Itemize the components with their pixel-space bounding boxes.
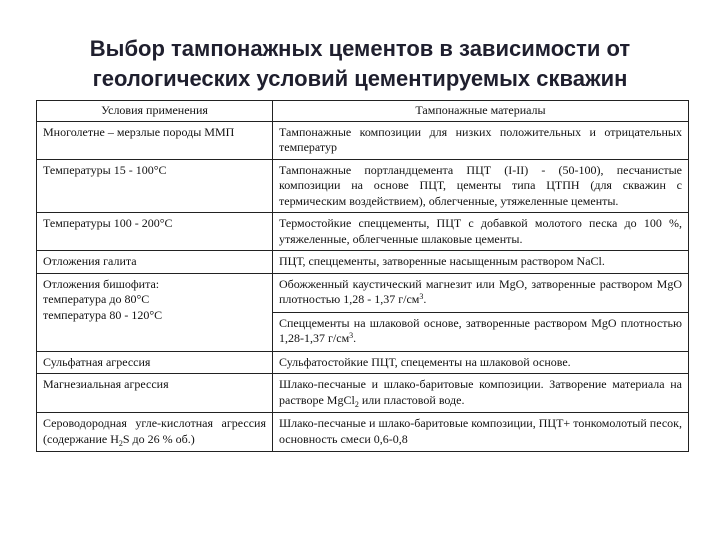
title-line-2: геологических условий цементируемых скважин [92, 66, 628, 91]
page-title [0, 34, 720, 94]
header-conditions: Условия применения [37, 101, 273, 122]
title-line-1: Выбор тампонажных цементов в зависимости от [89, 36, 631, 61]
header-materials: Тампонажные материалы [273, 101, 689, 122]
condition-cell [37, 413, 273, 452]
table-row [37, 121, 689, 159]
material-text-end: . [423, 292, 427, 306]
condition-text: Сероводородная угле-кислотная агрессия (содержание H [43, 416, 266, 446]
material-cell: Термостойкие спеццементы, ПЦТ с добавкой молотого песка до 100 %, утяжеленные, облегченные шлаковые цементы. [273, 213, 689, 251]
material-text: Обожженный каустический магнезит или MgO, затворенные раствором MgO плотностью 1,28 - 1,37 г/см [279, 276, 682, 306]
table-header-row [37, 101, 689, 122]
material-text: Спеццементы на шлаковой основе, затворенные раствором MgO плотностью 1,28-1,37 г/см [279, 315, 682, 345]
subscript: 2 [354, 399, 359, 409]
material-subcell [273, 312, 688, 351]
table-row [37, 251, 689, 274]
table-row [37, 213, 689, 251]
material-text-end: или пластовой воде. [358, 392, 465, 407]
condition-cell: Магнезиальная агрессия [37, 374, 273, 413]
superscript: 3 [349, 331, 354, 340]
table-row [37, 374, 689, 413]
condition-line: температура 80 - 120°С [43, 307, 163, 322]
table-row [37, 159, 689, 213]
material-cell: ПЦТ, спеццементы, затворенные насыщенным раствором NaCl. [273, 251, 689, 274]
table-row [37, 351, 689, 374]
material-cell: Тампонажные портландцемента ПЦТ (I-II) - (50-100), песчанистые композиции на основе ПЦТ, цементы типа ЦТПН (для скважин с термическим воздействием), облегченные, утяжеленные цементы. [273, 159, 689, 213]
material-subcell [273, 274, 688, 312]
condition-cell: Сульфатная агрессия [37, 351, 273, 374]
condition-cell [37, 273, 273, 351]
table-row [37, 273, 689, 351]
cement-selection-table [36, 100, 689, 452]
condition-cell: Температуры 100 - 200°С [37, 213, 273, 251]
material-cell: Шлако-песчаные и шлако-баритовые композиции, ПЦТ+ тонкомолотый песок, основность смеси 0,6-0,8 [273, 413, 689, 452]
material-cell: Сульфатостойкие ПЦТ, спецементы на шлаковой основе. [273, 351, 689, 374]
material-text: Шлако-песчаные и шлако-баритовые композиции. Затворение материала на растворе MgCl [279, 377, 682, 407]
table-row [37, 413, 689, 452]
condition-cell: Температуры 15 - 100°С [37, 159, 273, 213]
condition-cell: Многолетне – мерзлые породы ММП [37, 121, 273, 159]
superscript: 3 [419, 292, 424, 301]
material-cell [273, 374, 689, 413]
material-cell [273, 273, 689, 351]
condition-text-end: S до 26 % об.) [122, 431, 195, 446]
condition-cell: Отложения галита [37, 251, 273, 274]
condition-line: температура до 80°С [43, 292, 150, 306]
material-text-end: . [353, 331, 357, 345]
condition-line: Отложения бишофита: [43, 276, 160, 291]
material-cell: Тампонажные композиции для низких положительных и отрицательных температур [273, 121, 689, 159]
subscript: 2 [118, 438, 123, 448]
